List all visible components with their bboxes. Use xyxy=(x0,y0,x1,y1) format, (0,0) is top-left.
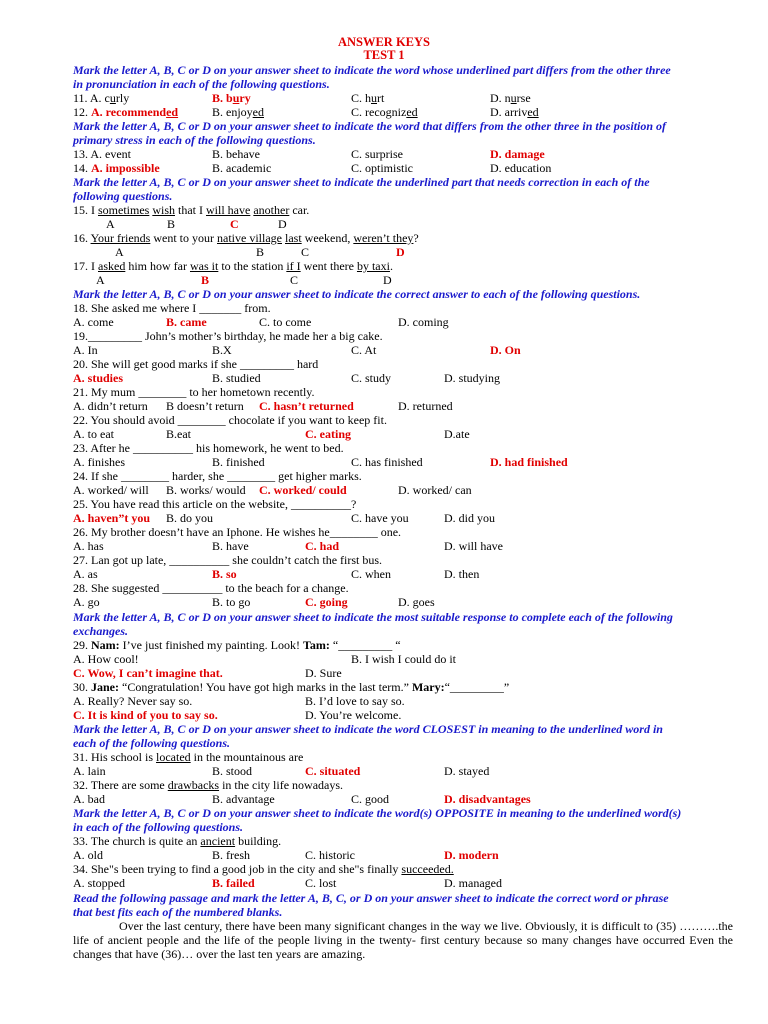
option-d: D. coming xyxy=(398,315,449,329)
question-15-letters: A B C D xyxy=(106,217,287,231)
option-b: B.X xyxy=(212,343,232,357)
option-c: C. historic xyxy=(305,848,355,862)
option-d: D. did you xyxy=(444,511,495,525)
question-21-stem: 21. My mum ________ to her hometown recently. xyxy=(73,385,315,399)
question-19-options xyxy=(73,343,733,357)
question-16-letters: A B C D xyxy=(115,245,405,259)
option-b-answer: B. so xyxy=(212,567,237,581)
option-b: B. advantage xyxy=(212,792,275,806)
option-b-answer: B. came xyxy=(166,315,207,329)
question-26-stem: 26. My brother doesn’t have an Iphone. He wishes he________ one. xyxy=(73,525,402,539)
option-d: D. studying xyxy=(444,371,501,385)
question-33-options xyxy=(73,848,733,862)
question-28-stem: 28. She suggested __________ to the beach for a change. xyxy=(73,581,349,595)
question-34-options xyxy=(73,876,733,890)
option-a-answer: A. studies xyxy=(73,371,124,385)
option-d-answer: D xyxy=(396,245,405,259)
question-17-letters: A B C D xyxy=(96,273,392,287)
option-b: B. works/ would xyxy=(166,483,246,497)
question-30-options-cd xyxy=(73,708,733,722)
option-a: 13. A. event xyxy=(73,147,131,161)
question-29-options-cd xyxy=(73,666,733,680)
question-27-options xyxy=(73,567,733,581)
instruction-passage-cont: that best fits each of the numbered blanks. xyxy=(73,905,283,919)
question-15: 15. I sometimes wish that I will have another car. xyxy=(73,203,310,217)
option-d: D. then xyxy=(444,567,480,581)
instruction-correction-cont: following questions. xyxy=(73,189,173,203)
question-24-options xyxy=(73,483,733,497)
option-a: A. didn’t return xyxy=(73,399,148,413)
option-b: B. have xyxy=(212,539,249,553)
question-27-stem: 27. Lan got up late, __________ she couldn’t catch the first bus. xyxy=(73,553,383,567)
option-d: D. education xyxy=(490,161,552,175)
option-b: B. fresh xyxy=(212,848,250,862)
option-d: D. goes xyxy=(398,595,435,609)
option-a: A. come xyxy=(73,315,114,329)
question-18-stem: 18. She asked me where I _______ from. xyxy=(73,301,271,315)
option-c: C. study xyxy=(351,371,392,385)
question-30-options-ab xyxy=(73,694,733,708)
question-20-options xyxy=(73,371,733,385)
option-c: C. when xyxy=(351,567,391,581)
question-23-options xyxy=(73,455,733,469)
option-c: C. has finished xyxy=(351,455,423,469)
question-33-stem: 33. The church is quite an ancient building. xyxy=(73,834,282,848)
option-a: A. stopped xyxy=(73,876,125,890)
option-d: D.ate xyxy=(444,427,470,441)
question-23-stem: 23. After he __________ his homework, he went to bed. xyxy=(73,441,344,455)
question-19-stem: 19._________ John’s mother’s birthday, he made her a big cake. xyxy=(73,329,383,343)
option-b: B. studied xyxy=(212,371,261,385)
option-c: C. recognized xyxy=(351,105,418,119)
option-c: C. good xyxy=(351,792,390,806)
question-29-stem: 29. Nam: I’ve just finished my painting. Look! Tam: “_________ “ xyxy=(73,638,401,652)
instruction-stress-cont: primary stress in each of the following questions. xyxy=(73,133,316,147)
option-d-answer: D. had finished xyxy=(490,455,568,469)
option-b: B. I wish I could do it xyxy=(351,652,456,666)
question-22-stem: 22. You should avoid ________ chocolate if you want to keep fit. xyxy=(73,413,387,427)
option-d: D. stayed xyxy=(444,764,490,778)
question-31-options xyxy=(73,764,733,778)
option-b: B. to go xyxy=(212,595,251,609)
option-c: C. lost xyxy=(305,876,337,890)
option-a: A. has xyxy=(73,539,104,553)
instruction-opposite-cont: in each of the following questions. xyxy=(73,820,244,834)
option-c-answer: C. worked/ could xyxy=(259,483,347,497)
option-b-answer: B. bury xyxy=(212,91,251,105)
question-29-options-ab xyxy=(73,652,733,666)
option-d: D. will have xyxy=(444,539,503,553)
question-25-options xyxy=(73,511,733,525)
question-21-options xyxy=(73,399,733,413)
option-b: B. academic xyxy=(212,161,272,175)
question-26-options xyxy=(73,539,733,553)
option-c: C. optimistic xyxy=(351,161,414,175)
option-a: 11. A. curly xyxy=(73,91,130,105)
question-16: 16. Your friends went to your native village last weekend, weren’t they? xyxy=(73,231,419,245)
option-c-answer: C. It is kind of you to say so. xyxy=(73,708,218,722)
option-c-answer: C. Wow, I can’t imagine that. xyxy=(73,666,223,680)
question-18-options xyxy=(73,315,733,329)
question-32-options xyxy=(73,792,733,806)
option-a: A. to eat xyxy=(73,427,114,441)
instruction-closest-cont: each of the following questions. xyxy=(73,736,231,750)
option-c-answer: C. situated xyxy=(305,764,361,778)
question-34-stem: 34. She"s been trying to find a good job in the city and she"s finally succeeded. xyxy=(73,862,454,876)
question-12 xyxy=(73,105,733,119)
question-13 xyxy=(73,147,733,161)
option-b: B. stood xyxy=(212,764,253,778)
option-d: D. returned xyxy=(398,399,453,413)
question-32-stem: 32. There are some drawbacks in the city life nowadays. xyxy=(73,778,344,792)
option-c-answer: C. eating xyxy=(305,427,351,441)
question-24-stem: 24. If she ________ harder, she ________ get higher marks. xyxy=(73,469,362,483)
option-d: D. nurse xyxy=(490,91,531,105)
option-c-answer: C. had xyxy=(305,539,340,553)
option-a: A. old xyxy=(73,848,103,862)
option-b-answer: B. failed xyxy=(212,876,255,890)
question-11 xyxy=(73,91,733,105)
option-a: A. as xyxy=(73,567,98,581)
instruction-pronunciation: Mark the letter A, B, C or D on your answer sheet to indicate the word whose underlined part differs from the other three xyxy=(73,63,671,77)
option-b: B. behave xyxy=(212,147,260,161)
instruction-opposite: Mark the letter A, B, C or D on your answer sheet to indicate the word(s) OPPOSITE in meaning to the underlined word(s) xyxy=(73,806,682,820)
option-d-answer: D. disadvantages xyxy=(444,792,531,806)
question-31-stem: 31. His school is located in the mountainous are xyxy=(73,750,304,764)
option-b: B.eat xyxy=(166,427,191,441)
option-b: B. enjoyed xyxy=(212,105,264,119)
option-d: D. You’re welcome. xyxy=(305,708,402,722)
instruction-exchanges: Mark the letter A, B, C or D on your answer sheet to indicate the most suitable response to complete each of the following xyxy=(73,610,673,624)
option-b: B doesn’t return xyxy=(166,399,244,413)
question-17: 17. I asked him how far was it to the station if I went there by taxi. xyxy=(73,259,393,273)
option-a-answer: 12. A. recommended xyxy=(73,105,179,119)
option-d: D. Sure xyxy=(305,666,342,680)
option-d-answer: D. damage xyxy=(490,147,545,161)
option-c: C. At xyxy=(351,343,377,357)
option-d-answer: D. modern xyxy=(444,848,499,862)
question-22-options xyxy=(73,427,733,441)
option-a: A. lain xyxy=(73,764,106,778)
option-a: A. Really? Never say so. xyxy=(73,694,193,708)
question-20-stem: 20. She will get good marks if she _________ hard xyxy=(73,357,319,371)
option-c: C. surprise xyxy=(351,147,403,161)
instruction-correct-answer: Mark the letter A, B, C or D on your answer sheet to indicate the correct answer to each of the following questions. xyxy=(73,287,641,301)
instruction-closest: Mark the letter A, B, C or D on your answer sheet to indicate the word CLOSEST in meaning to the underlined word in xyxy=(73,722,663,736)
option-c: C. have you xyxy=(351,511,409,525)
question-14 xyxy=(73,161,733,175)
option-c: C. to come xyxy=(259,315,312,329)
instruction-correction: Mark the letter A, B, C or D on your answer sheet to indicate the underlined part that needs correction in each of the xyxy=(73,175,650,189)
option-b-answer: B xyxy=(201,273,210,287)
option-d: D. arrived xyxy=(490,105,539,119)
option-a: A. How cool! xyxy=(73,652,139,666)
option-a: A. In xyxy=(73,343,98,357)
test-title: TEST 1 xyxy=(363,48,405,62)
reading-passage: Over the last century, there have been many significant changes in the way we live. Obviously, it is difficult to (35) ……….the life of ancient people and the life of the people living in the twenty- first century because so many changes have occurred Even the changes that have (36)… over the last ten years are amazing. xyxy=(73,919,733,961)
instruction-stress: Mark the letter A, B, C or D on your answer sheet to indicate the word that differs from the other three in the position of xyxy=(73,119,667,133)
page-title: ANSWER KEYS xyxy=(337,35,431,49)
option-b: B. I’d love to say so. xyxy=(305,694,405,708)
question-30-stem: 30. Jane: “Congratulation! You have got high marks in the last term.” Mary:“_________” xyxy=(73,680,510,694)
instruction-pronunciation-cont: in pronunciation in each of the following questions. xyxy=(73,77,330,91)
option-a: A. bad xyxy=(73,792,105,806)
question-25-stem: 25. You have read this article on the website, __________? xyxy=(73,497,357,511)
option-c-answer: C. going xyxy=(305,595,348,609)
option-a: A. finishes xyxy=(73,455,125,469)
option-a-answer: 14. A. impossible xyxy=(73,161,160,175)
option-b: B. do you xyxy=(166,511,214,525)
option-d-answer: D. On xyxy=(490,343,521,357)
instruction-passage: Read the following passage and mark the letter A, B, C, or D on your answer sheet to indicate the correct word or phrase xyxy=(73,891,669,905)
option-d: D. managed xyxy=(444,876,502,890)
question-28-options xyxy=(73,595,733,609)
option-c-answer: C xyxy=(230,217,239,231)
instruction-exchanges-cont: exchanges. xyxy=(73,624,128,638)
option-d: D. worked/ can xyxy=(398,483,472,497)
option-a-answer: A. haven”t you xyxy=(73,511,151,525)
option-c-answer: C. hasn’t returned xyxy=(259,399,354,413)
option-c: C. hurt xyxy=(351,91,385,105)
option-a: A. worked/ will xyxy=(73,483,149,497)
option-b: B. finished xyxy=(212,455,265,469)
option-a: A. go xyxy=(73,595,100,609)
